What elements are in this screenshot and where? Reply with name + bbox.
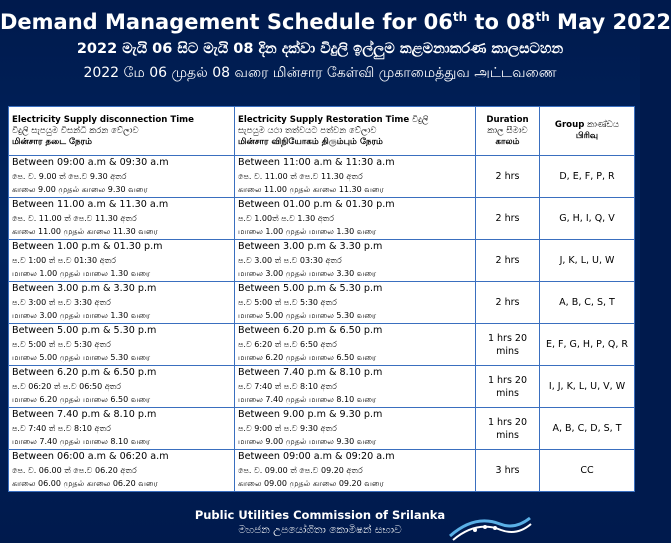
disconnect-time-cell-line-2: ප.ව 7:40 ත් ප.ව 8:10 අතර	[12, 423, 111, 433]
disconnect-time-cell	[9, 198, 235, 240]
restore-time-cell	[235, 450, 476, 492]
disconnect-time-cell	[9, 366, 235, 408]
header-group-si: කාණ්ඩය	[587, 120, 620, 130]
header-restore-si: සැපයුම යථා තත්වයට පත්වන වේලාව	[238, 125, 377, 136]
disconnect-time-cell	[9, 408, 235, 450]
restore-time-cell-line-1: Between 11:00 a.m & 11:30 a.m	[238, 157, 395, 169]
page-title	[0, 4, 671, 35]
restore-time-cell-line-2: ප.ව 6:20 ත් ප.ව 6:50 අතර	[238, 339, 337, 349]
schedule-table	[8, 106, 635, 492]
disconnect-time-cell-line-2: පෙ. ව. 11.00 ත් පෙ.ව 11.30 අතර	[12, 213, 137, 223]
duration-cell: 3 hrs	[476, 450, 540, 492]
restore-time-cell-line-1: Between 3.00 p.m & 3.30 p.m	[238, 241, 383, 253]
restore-time-cell-line-1: Between 09:00 a.m & 09:20 a.m	[238, 451, 395, 463]
title-prefix: Demand Management Schedule for 06	[0, 10, 453, 34]
header-restore-en: Electricity Supply Restoration Time	[238, 114, 410, 125]
restore-time-cell	[235, 282, 476, 324]
disconnect-time-cell-line-1: Between 06:00 a.m & 06:20 a.m	[12, 451, 169, 463]
duration-cell: 2 hrs	[476, 282, 540, 324]
org-name-sinhala: මහජන උපයෝගිතා කොමිෂන් සභාව	[238, 524, 402, 536]
table-row	[9, 282, 635, 324]
restore-time-cell-line-3: காலை 09.00 முதல் காலை 09.20 வரை	[238, 479, 384, 489]
disconnect-time-cell-line-1: Between 5.00 p.m & 5.30 p.m	[12, 325, 157, 337]
disconnect-time-cell	[9, 156, 235, 198]
group-cell: A, B, C, D, S, T	[540, 408, 635, 450]
table-header-row	[9, 107, 635, 156]
duration-cell: 2 hrs	[476, 240, 540, 282]
restore-time-cell	[235, 324, 476, 366]
disconnect-time-cell-line-2: ප.ව 5:00 ත් ප.ව 5:30 අතර	[12, 339, 111, 349]
table-body	[9, 156, 635, 492]
disconnect-time-cell	[9, 282, 235, 324]
org-name: Public Utilities Commission of Srilanka	[194, 508, 446, 522]
header-duration-en: Duration	[486, 114, 529, 125]
restore-time-cell-line-1: Between 7.40 p.m & 8.10 p.m	[238, 367, 383, 379]
header-group	[540, 107, 635, 156]
restore-time-cell-line-3: மாலை 1.00 முதல் மாலை 1.30 வரை	[238, 227, 377, 237]
restore-time-cell	[235, 156, 476, 198]
restore-time-cell	[235, 366, 476, 408]
title-sup-start: th	[452, 10, 468, 24]
disconnect-time-cell-line-1: Between 09:00 a.m & 09:30 a.m	[12, 157, 169, 169]
table-row	[9, 366, 635, 408]
header-duration-si: කාල සීමාව	[487, 125, 528, 136]
restore-time-cell-line-1: Between 01.00 p.m & 01.30 p.m	[238, 199, 395, 211]
header-duration	[476, 107, 540, 156]
duration-cell: 1 hrs 20 mins	[476, 324, 540, 366]
restore-time-cell-line-3: மாலை 7.40 முதல் மாலை 8.10 வரை	[238, 395, 377, 405]
restore-time-cell-line-3: மாலை 6.20 முதல் மாலை 6.50 வரை	[238, 353, 377, 363]
header-disconnect-si: විදුලි සැපයුම විසන්ධි කරන වේලාව	[12, 125, 139, 136]
disconnect-time-cell-line-2: ප.ව 1:00 ත් ප.ව 01:30 අතර	[12, 255, 116, 265]
header-disconnect	[9, 107, 235, 156]
restore-time-cell-line-2: ප.ව 1.00ත් ප.ව 1.30 අතර	[238, 213, 334, 223]
restore-time-cell-line-1: Between 6.20 p.m & 6.50 p.m	[238, 325, 383, 337]
disconnect-time-cell-line-2: පෙ. ව. 06.00 ත් පෙ.ව 06.20 අතර	[12, 465, 137, 475]
restore-time-cell-line-2: ප.ව 7:40 ත් ප.ව 8:10 අතර	[238, 381, 337, 391]
header-disconnect-en: Electricity Supply disconnection Time	[12, 114, 194, 125]
disconnect-time-cell-line-3: மாலை 7.40 முதல் மாலை 8.10 வரை	[12, 437, 151, 447]
table-row	[9, 156, 635, 198]
restore-time-cell-line-2: ප.ව 3.00 ත් ප.ව 03:30 අතර	[238, 255, 342, 265]
group-cell: G, H, I, Q, V	[540, 198, 635, 240]
restore-time-cell	[235, 240, 476, 282]
disconnect-time-cell	[9, 240, 235, 282]
disconnect-time-cell-line-1: Between 3.00 p.m & 3.30 p.m	[12, 283, 157, 295]
disconnect-time-cell	[9, 324, 235, 366]
schedule-poster	[0, 4, 671, 543]
restore-time-cell-line-2: පෙ. ව. 09.00 ත් පෙ.ව 09.20 අතර	[238, 465, 363, 475]
group-cell: CC	[540, 450, 635, 492]
disconnect-time-cell-line-1: Between 1.00 p.m & 01.30 p.m	[12, 241, 163, 253]
restore-time-cell	[235, 408, 476, 450]
restore-time-cell	[235, 198, 476, 240]
title-sup-end: th	[535, 10, 550, 24]
table-row	[9, 198, 635, 240]
schedule-table-wrapper	[8, 106, 634, 492]
group-cell: A, B, C, S, T	[540, 282, 635, 324]
disconnect-time-cell-line-3: மாலை 1.00 முதல் மாலை 1.30 வரை	[12, 269, 151, 279]
table-row	[9, 408, 635, 450]
title-mid: to 08	[467, 10, 536, 34]
duration-cell: 2 hrs	[476, 198, 540, 240]
duration-cell: 1 hrs 20 mins	[476, 366, 540, 408]
header-duration-ta: காலம்	[495, 136, 520, 147]
header-group-ta: பிரிவு	[575, 131, 599, 141]
page-title-tamil: 2022 மே 06 முதல் 08 வரை மின்சார கேள்வி முகாமைத்துவ அட்டவணை	[83, 65, 557, 81]
header-restore-si-inline: විදුලි	[411, 114, 429, 125]
restore-time-cell-line-1: Between 9.00 p.m & 9.30 p.m	[238, 409, 383, 421]
disconnect-time-cell-line-3: காலை 11.00 முதல் காலை 11.30 வரை	[12, 227, 158, 237]
table-row	[9, 450, 635, 492]
disconnect-time-cell-line-3: மாலை 5.00 முதல் மாலை 5.30 வரை	[12, 353, 151, 363]
restore-time-cell-line-2: ප.ව 9:00 ත් ප.ව 9:30 අතර	[238, 423, 337, 433]
header-restore-ta: மின்சார விநியோகம் திரும்பும் நேரம்	[238, 136, 383, 147]
group-cell: E, F, G, H, P, Q, R	[540, 324, 635, 366]
disconnect-time-cell-line-2: ප.ව 3:00 ත් ප.ව 3:30 අතර	[12, 297, 111, 307]
restore-time-cell-line-3: மாலை 3.00 முதல் மாலை 3.30 வரை	[238, 269, 377, 279]
restore-time-cell-line-3: மாலை 9.00 முதல் மாலை 9.30 வரை	[238, 437, 377, 447]
header-disconnect-ta: மின்சார தடை நேரம்	[12, 136, 93, 147]
restore-time-cell-line-1: Between 5.00 p.m & 5.30 p.m	[238, 283, 383, 295]
duration-cell: 1 hrs 20 mins	[476, 408, 540, 450]
disconnect-time-cell-line-3: காலை 9.00 முதல் காலை 9.30 வரை	[12, 185, 148, 195]
title-suffix: May 2022	[549, 10, 671, 34]
group-cell: D, E, F, P, R	[540, 156, 635, 198]
disconnect-time-cell-line-3: காலை 06.00 முதல் காலை 06.20 வரை	[12, 479, 158, 489]
group-cell: J, K, L, U, W	[540, 240, 635, 282]
disconnect-time-cell-line-1: Between 6.20 p.m & 6.50 p.m	[12, 367, 157, 379]
disconnect-time-cell-line-2: පෙ. ව. 9.00 ත් පෙ.ව 9.30 අතර	[12, 171, 127, 181]
restore-time-cell-line-3: காலை 11.00 முதல் காலை 11.30 வரை	[238, 185, 384, 195]
disconnect-time-cell-line-2: ප.ව 06:20 ත් ප.ව 06:50 අතර	[12, 381, 121, 391]
disconnect-time-cell	[9, 450, 235, 492]
footer	[0, 504, 640, 543]
restore-time-cell-line-2: පෙ. ව. 11.00 ත් පෙ.ව 11.30 අතර	[238, 171, 363, 181]
duration-cell: 2 hrs	[476, 156, 540, 198]
disconnect-time-cell-line-1: Between 7.40 p.m & 8.10 p.m	[12, 409, 157, 421]
disconnect-time-cell-line-3: மாலை 3.00 முதல் மாலை 1.30 வரை	[12, 311, 151, 321]
restore-time-cell-line-2: ප.ව 5:00 ත් ප.ව 5:30 අතර	[238, 297, 337, 307]
group-cell: I, J, K, L, U, V, W	[540, 366, 635, 408]
page-title-sinhala: 2022 මැයි 06 සිට මැයි 08 දින දක්වා විදුලි ඉල්ලුම කළමනාකරණ කාලසටහන	[76, 41, 564, 57]
table-row	[9, 324, 635, 366]
puc-logo-icon	[445, 510, 535, 542]
disconnect-time-cell-line-3: மாலை 6.20 முதல் மாலை 6.50 வரை	[12, 395, 151, 405]
table-row	[9, 240, 635, 282]
header-group-en: Group	[554, 120, 585, 130]
header-restore	[235, 107, 476, 156]
restore-time-cell-line-3: மாலை 5.00 முதல் மாலை 5.30 வரை	[238, 311, 377, 321]
disconnect-time-cell-line-1: Between 11.00 a.m & 11.30 a.m	[12, 199, 169, 211]
